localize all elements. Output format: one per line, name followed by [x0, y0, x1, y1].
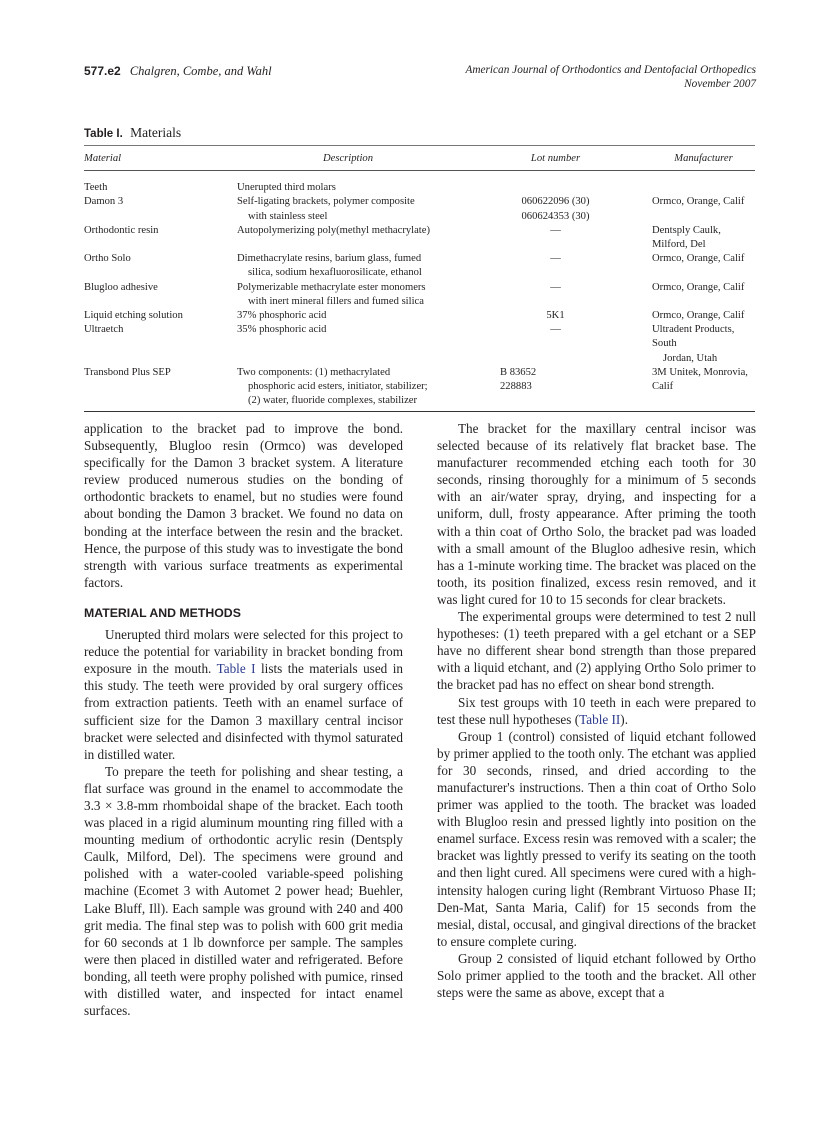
materials-table	[84, 145, 755, 412]
cell-lot: —	[550, 253, 561, 265]
cell-material: Teeth	[84, 182, 108, 194]
cell-material: Ultraetch	[84, 324, 124, 336]
cell-lot: B 83652 228883	[500, 366, 537, 393]
column-header-lot-number: Lot number	[530, 153, 581, 164]
cell-lot: —	[550, 224, 561, 236]
table-row	[84, 366, 755, 412]
cell-lot: —	[550, 324, 561, 336]
paragraph: Six test groups with 10 teeth in each were prepared to test these null hypotheses (Table II).	[437, 694, 756, 727]
cell-description: 35% phosphoric acid	[237, 324, 327, 336]
cell-description: Self-ligating brackets, polymer composite with stainless steel	[237, 196, 415, 222]
running-header	[84, 64, 756, 94]
cell-lot: 5K1	[546, 310, 565, 322]
table-label: Table I.	[84, 128, 123, 140]
table-i-link[interactable]: Table I	[216, 661, 256, 677]
cell-description: Unerupted third molars	[237, 182, 336, 194]
cell-manufacturer: Ormco, Orange, Calif	[652, 310, 745, 322]
journal-name: American Journal of Orthodontics and Dentofacial Orthopedics	[465, 64, 756, 76]
cell-manufacturer: Ultradent Products, South Jordan, Utah	[652, 324, 735, 364]
cell-description: Dimethacrylate resins, barium glass, fumed silica, sodium hexafluorosilicate, ethanol	[237, 253, 422, 279]
table-row	[84, 252, 755, 280]
table-row	[84, 195, 755, 223]
cell-material: Liquid etching solution	[84, 310, 183, 322]
cell-lot: —	[550, 281, 561, 293]
table-row	[84, 281, 755, 309]
header-left	[84, 64, 272, 79]
table-row	[84, 171, 755, 195]
paragraph: application to the bracket pad to improve the bond. Subsequently, Blugloo resin (Ormco) was developed specifically for the Damon 3 bracket system. A literature review produced numerous studies on the bonding of orthodontic brackets to enamel, but no studies were found about bonding the Damon 3 bracket. We found no data on bonding at the interface between the resin and the bracket. Hence, the purpose of this study was to investigate the bond strength with various surface treatments as experimental factors.	[84, 421, 403, 590]
authors: Chalgren, Combe, and Wahl	[129, 64, 272, 78]
left-column	[84, 420, 403, 1019]
cell-lot	[459, 171, 652, 195]
table-caption	[84, 125, 181, 141]
table-row	[84, 309, 755, 323]
cell-description: Autopolymerizing poly(methyl methacrylate)	[237, 224, 430, 236]
cell-manufacturer: 3M Unitek, Monrovia, Calif	[652, 366, 748, 393]
column-header-material: Material	[84, 153, 122, 164]
header-right	[465, 64, 756, 91]
table-ii-link[interactable]: Table II	[579, 711, 621, 727]
cell-manufacturer	[652, 171, 755, 195]
cell-lot: 060622096 (30) 060624353 (30)	[521, 196, 590, 222]
cell-description: Polymerizable methacrylate ester monomers with inert mineral fillers and fumed silica	[237, 281, 426, 307]
table-row	[84, 224, 755, 252]
paragraph: The bracket for the maxillary central incisor was selected because of its relatively flat bracket base. The manufacturer recommended etching each tooth for 30 seconds, rinsing thoroughly for a minimum of 5 seconds with an air/water spray, drying, and inspecting for a uniform, dull, frosty appearance. After priming the tooth with a thin coat of Ortho Solo, the bracket pad was loaded with a small amount of the Blugloo adhesive resin, which has a 1-minute working time. The bracket was placed on the tooth, its position finalized, excess resin removed, and it was light cured for 10 to 15 seconds for clear brackets.	[437, 421, 756, 607]
right-column	[437, 420, 756, 1001]
cell-manufacturer: Dentsply Caulk, Milford, Del	[652, 224, 721, 251]
cell-manufacturer: Ormco, Orange, Calif	[652, 253, 745, 265]
cell-material: Ortho Solo	[84, 253, 131, 265]
cell-material: Damon 3	[84, 196, 124, 208]
page-number: 577.e2	[84, 64, 121, 78]
cell-manufacturer: Ormco, Orange, Calif	[652, 196, 745, 208]
cell-manufacturer: Ormco, Orange, Calif	[652, 281, 745, 293]
column-header-description: Description	[322, 153, 374, 164]
issue-date: November 2007	[684, 77, 756, 90]
paragraph: Group 2 consisted of liquid etchant followed by Ortho Solo primer applied to the tooth and the bracket. All other steps were the same as above, except that a	[437, 950, 756, 1001]
cell-description: 37% phosphoric acid	[237, 310, 327, 322]
paragraph: To prepare the teeth for polishing and shear testing, a flat surface was ground in the enamel to accommodate the 3.3 × 3.8-mm rhomboidal shape of the bracket. Each tooth was placed in a rigid aluminum mounting ring filled with a mounting medium of orthodontic acrylic resin (Dentsply Caulk, Milford, Del). The specimens were ground and polished with a water-cooled variable-speed polishing machine (Ecomet 3 with Automet 2 power head; Buehler, Lake Bluff, Ill). Each sample was ground with 240 and 400 grit media. The final step was to polish with 600 grit media for 60 seconds at 1 lb downforce per sample. The samples were then placed in distilled water and refrigerated. Before bonding, all teeth were prophy polished with pumice, rinsed with distilled water, and inspected for intact enamel surfaces.	[84, 763, 403, 1019]
cell-material: Transbond Plus SEP	[84, 366, 171, 378]
materials-table-grid	[84, 146, 755, 411]
cell-material: Blugloo adhesive	[84, 281, 158, 293]
table-bottom-rule	[84, 411, 755, 412]
paragraph: Group 1 (control) consisted of liquid etchant followed by primer applied to the tooth only. The etchant was applied for 30 seconds, rinsed, and dried according to the manufacturer's instructions. Then a thin coat of Ortho Solo primer was applied to the tooth. The bracket was loaded with Blugloo resin and pressed lightly into position on the enamel surface. Excess resin was removed with a scaler; the bracket was lightly pressed to verify its seating on the tooth and then light cured. All specimens were cured with a high-intensity halogen curing light (Rembrant Virtuoso Phase II; Den-Mat, Santa Maria, Calif) for 15 seconds from the mesial, distal, occusal, and gingival directions of the bracket to ensure complete curing.	[437, 728, 756, 949]
table-title: Materials	[130, 125, 182, 140]
table-row	[84, 323, 755, 366]
table-header-row	[84, 146, 755, 170]
cell-material: Orthodontic resin	[84, 224, 159, 236]
cell-description: Two components: (1) methacrylated phosphoric acid esters, initiator, stabilizer; (2) water, fluoride complexes, stabilizer	[237, 366, 428, 407]
column-header-manufacturer: Manufacturer	[674, 153, 733, 164]
paragraph: Unerupted third molars were selected for this project to reduce the potential for variability in bracket bonding from exposure in the mouth. Table I lists the materials used in this study. The teeth were provided by oral surgery offices from extraction patients. Teeth with an enamel surface of sufficient size for the Damon 3 maxillary central incisor bracket were selected and disinfected with thymol saturated in distilled water.	[84, 627, 403, 762]
paragraph: The experimental groups were determined to test 2 null hypotheses: (1) teeth prepared with a gel etchant or a SEP have no different shear bond strength than those prepared with a liquid etchant, and (2) applying Ortho Solo primer to the bracket pad has no effect on shear bond strength.	[437, 609, 756, 693]
section-heading: MATERIAL AND METHODS	[84, 605, 241, 620]
